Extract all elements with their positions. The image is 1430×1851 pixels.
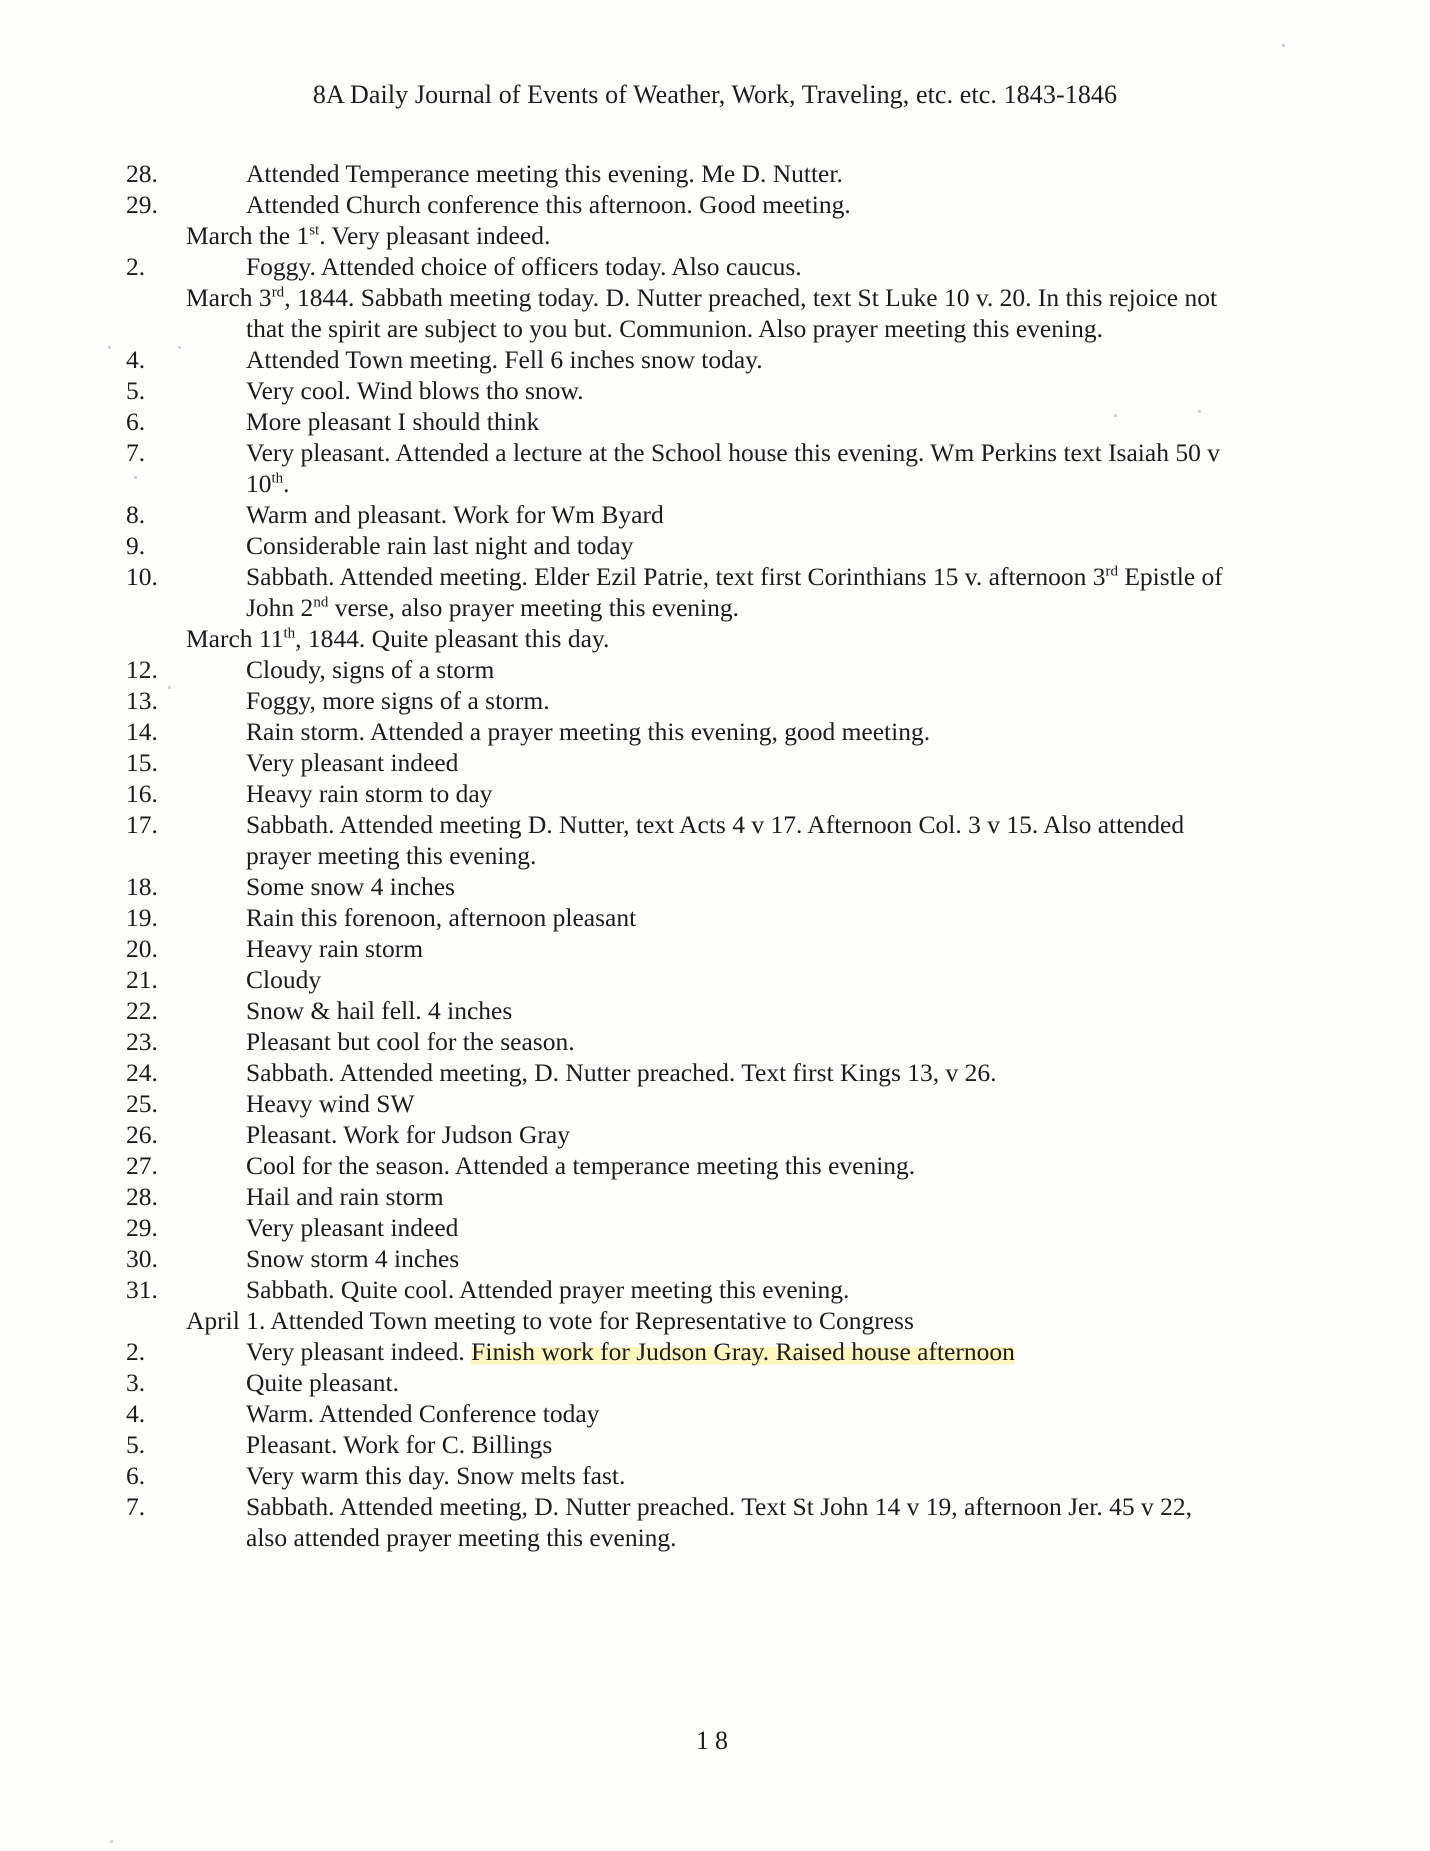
entry-day-number: 28.: [126, 1182, 158, 1211]
journal-entry: [126, 1212, 1226, 1243]
page-header: 8A Daily Journal of Events of Weather, Work, Traveling, etc. etc. 1843-1846: [312, 80, 1118, 109]
journal-entry: [126, 1274, 1226, 1305]
entry-text: Sabbath. Quite cool. Attended prayer meeting this evening.: [246, 1275, 850, 1304]
journal-entry-dated: [186, 282, 1226, 344]
journal-entry: [126, 406, 1226, 437]
entry-day-number: 5.: [126, 376, 146, 405]
entry-text: Very pleasant. Attended a lecture at the School house this evening. Wm Perkins text Isaiah 50 v 10: [246, 438, 1220, 498]
entry-text: Warm. Attended Conference today: [246, 1399, 600, 1428]
entry-text: Attended Church conference this afternoon. Good meeting.: [246, 190, 851, 219]
entry-day-number: 30.: [126, 1244, 158, 1273]
scan-speck: [178, 346, 181, 349]
entry-day-number: 13.: [126, 686, 158, 715]
ordinal-suffix: st: [309, 222, 320, 239]
entry-day-number: 18.: [126, 872, 158, 901]
entry-text: Very warm this day. Snow melts fast.: [246, 1461, 626, 1490]
journal-entry: [126, 1150, 1226, 1181]
entry-text: Cloudy: [246, 965, 322, 994]
scan-speck: [134, 476, 137, 479]
entry-day-number: 2.: [126, 252, 146, 281]
entry-day-number: 6.: [126, 1461, 146, 1490]
entry-day-number: 29.: [126, 190, 158, 219]
entry-text: Pleasant. Work for Judson Gray: [246, 1120, 570, 1149]
entry-text: Pleasant but cool for the season.: [246, 1027, 575, 1056]
entry-text: Sabbath. Attended meeting D. Nutter, text Acts 4 v 17. Afternoon Col. 3 v 15. Also attended prayer meeting this evening.: [246, 810, 1185, 870]
entry-text: , 1844. Quite pleasant this day.: [295, 624, 610, 653]
entry-text: Snow storm 4 inches: [246, 1244, 460, 1273]
entry-day-number: 9.: [126, 531, 146, 560]
journal-entry: [126, 1398, 1226, 1429]
ordinal-suffix: rd: [271, 284, 285, 301]
entry-day-number: 6.: [126, 407, 146, 436]
entry-date-text: March 11: [186, 624, 284, 653]
page-number: 18: [696, 1726, 734, 1755]
entry-day-number: 28.: [126, 159, 158, 188]
ordinal-suffix: nd: [313, 594, 329, 611]
journal-entry: [126, 1367, 1226, 1398]
entry-text: Very cool. Wind blows tho snow.: [246, 376, 584, 405]
entry-day-number: 23.: [126, 1027, 158, 1056]
entry-text: Pleasant. Work for C. Billings: [246, 1430, 553, 1459]
journal-entry: [126, 1336, 1226, 1367]
journal-entry: [126, 1119, 1226, 1150]
entry-day-number: 16.: [126, 779, 158, 808]
entry-text: Heavy rain storm: [246, 934, 424, 963]
journal-entry: [126, 933, 1226, 964]
entry-day-number: 31.: [126, 1275, 158, 1304]
journal-entry: [126, 1429, 1226, 1460]
journal-entry: [126, 530, 1226, 561]
entry-text: Warm and pleasant. Work for Wm Byard: [246, 500, 664, 529]
journal-entry: [126, 1243, 1226, 1274]
ordinal-suffix: rd: [1105, 563, 1118, 580]
journal-entry: [126, 685, 1226, 716]
entry-day-number: 4.: [126, 1399, 146, 1428]
journal-entry-dated: [186, 623, 1226, 654]
journal-entry: [126, 561, 1226, 623]
entry-day-number: 21.: [126, 965, 158, 994]
journal-entry-dated: [186, 1305, 1226, 1336]
entry-text: Foggy, more signs of a storm.: [246, 686, 550, 715]
journal-entry: [126, 344, 1226, 375]
journal-entry: [126, 654, 1226, 685]
journal-entries: [126, 158, 1226, 1553]
journal-entry: [126, 499, 1226, 530]
entry-text: Snow & hail fell. 4 inches: [246, 996, 513, 1025]
entry-day-number: 10.: [126, 562, 158, 591]
entry-day-number: 12.: [126, 655, 158, 684]
scan-speck: [110, 1840, 113, 1843]
journal-entry: [126, 1026, 1226, 1057]
entry-date-text: March 3: [186, 283, 272, 312]
journal-entry: [126, 747, 1226, 778]
entry-text: Foggy. Attended choice of officers today. Also caucus.: [246, 252, 802, 281]
scan-speck: [1282, 44, 1285, 47]
journal-entry: [126, 716, 1226, 747]
entry-text: Attended Temperance meeting this evening. Me D. Nutter.: [246, 159, 843, 188]
entry-text: Rain this forenoon, afternoon pleasant: [246, 903, 637, 932]
entry-day-number: 17.: [126, 810, 158, 839]
entry-day-number: 19.: [126, 903, 158, 932]
entry-day-number: 27.: [126, 1151, 158, 1180]
ordinal-suffix: th: [283, 625, 296, 642]
entry-text-continued: .: [283, 469, 290, 498]
entry-day-number: 8.: [126, 500, 146, 529]
entry-text: Sabbath. Attended meeting. Elder Ezil Patrie, text first Corinthians 15 v. afternoon 3: [246, 562, 1106, 591]
entry-text: Quite pleasant.: [246, 1368, 399, 1397]
scan-speck: [1114, 414, 1117, 417]
journal-entry: [126, 251, 1226, 282]
ordinal-suffix: th: [271, 470, 284, 487]
entry-day-number: 26.: [126, 1120, 158, 1149]
entry-text: Rain storm. Attended a prayer meeting this evening, good meeting.: [246, 717, 931, 746]
entry-text: Cloudy, signs of a storm: [246, 655, 495, 684]
entry-day-number: 2.: [126, 1337, 146, 1366]
entry-text: More pleasant I should think: [246, 407, 540, 436]
entry-text: , 1844. Sabbath meeting today. D. Nutter preached, text St Luke 10 v. 20. In this rejoice not that the spirit are subject to you but. Communion. Also prayer meeting this evening.: [246, 283, 1218, 343]
entry-text: Heavy wind SW: [246, 1089, 415, 1118]
entry-day-number: 29.: [126, 1213, 158, 1242]
scan-speck: [108, 346, 111, 349]
journal-entry: [126, 1460, 1226, 1491]
entry-date-text: March the 1: [186, 221, 310, 250]
journal-entry: [126, 158, 1226, 189]
journal-entry: [126, 871, 1226, 902]
entry-text-continued: Epistle of John 2: [246, 562, 1223, 622]
journal-entry: [126, 1181, 1226, 1212]
journal-entry: [126, 375, 1226, 406]
journal-entry: [126, 964, 1226, 995]
entry-text: Very pleasant indeed: [246, 748, 459, 777]
entry-text: Cool for the season. Attended a temperance meeting this evening.: [246, 1151, 916, 1180]
entry-text: . Very pleasant indeed.: [319, 221, 551, 250]
entry-text: Hail and rain storm: [246, 1182, 444, 1211]
journal-entry: [126, 995, 1226, 1026]
journal-entry: [126, 437, 1226, 499]
entry-day-number: 7.: [126, 1492, 146, 1521]
entry-day-number: 20.: [126, 934, 158, 963]
entry-text: Some snow 4 inches: [246, 872, 455, 901]
entry-text: Very pleasant indeed: [246, 1213, 459, 1242]
journal-entry: [126, 902, 1226, 933]
entry-day-number: 24.: [126, 1058, 158, 1087]
entry-text: Heavy rain storm to day: [246, 779, 493, 808]
entry-day-number: 7.: [126, 438, 146, 467]
journal-entry: [126, 809, 1226, 871]
entry-day-number: 3.: [126, 1368, 146, 1397]
journal-entry-dated: [186, 220, 1226, 251]
entry-text: Very pleasant indeed.: [246, 1337, 472, 1366]
scan-speck: [1198, 410, 1201, 413]
entry-text: Considerable rain last night and today: [246, 531, 634, 560]
entry-text: Sabbath. Attended meeting, D. Nutter preached. Text first Kings 13, v 26.: [246, 1058, 997, 1087]
entry-text: Attended Town meeting. Fell 6 inches snow today.: [246, 345, 763, 374]
highlighted-text: Finish work for Judson Gray. Raised house afternoon: [471, 1337, 1015, 1366]
entry-day-number: 15.: [126, 748, 158, 777]
entry-day-number: 4.: [126, 345, 146, 374]
journal-entry: [126, 189, 1226, 220]
journal-entry: [126, 778, 1226, 809]
journal-entry: [126, 1057, 1226, 1088]
entry-text-continued: verse, also prayer meeting this evening.: [328, 593, 740, 622]
scan-speck: [168, 686, 171, 689]
entry-date-text: April 1. Attended Town meeting to vote for Representative to Congress: [186, 1306, 914, 1335]
journal-entry: [126, 1088, 1226, 1119]
entry-text: Sabbath. Attended meeting, D. Nutter preached. Text St John 14 v 19, afternoon Jer. 45 v 22, also attended prayer meeting this evening.: [246, 1492, 1193, 1552]
entry-day-number: 25.: [126, 1089, 158, 1118]
entry-day-number: 22.: [126, 996, 158, 1025]
journal-entry: [126, 1491, 1226, 1553]
entry-day-number: 5.: [126, 1430, 146, 1459]
entry-day-number: 14.: [126, 717, 158, 746]
